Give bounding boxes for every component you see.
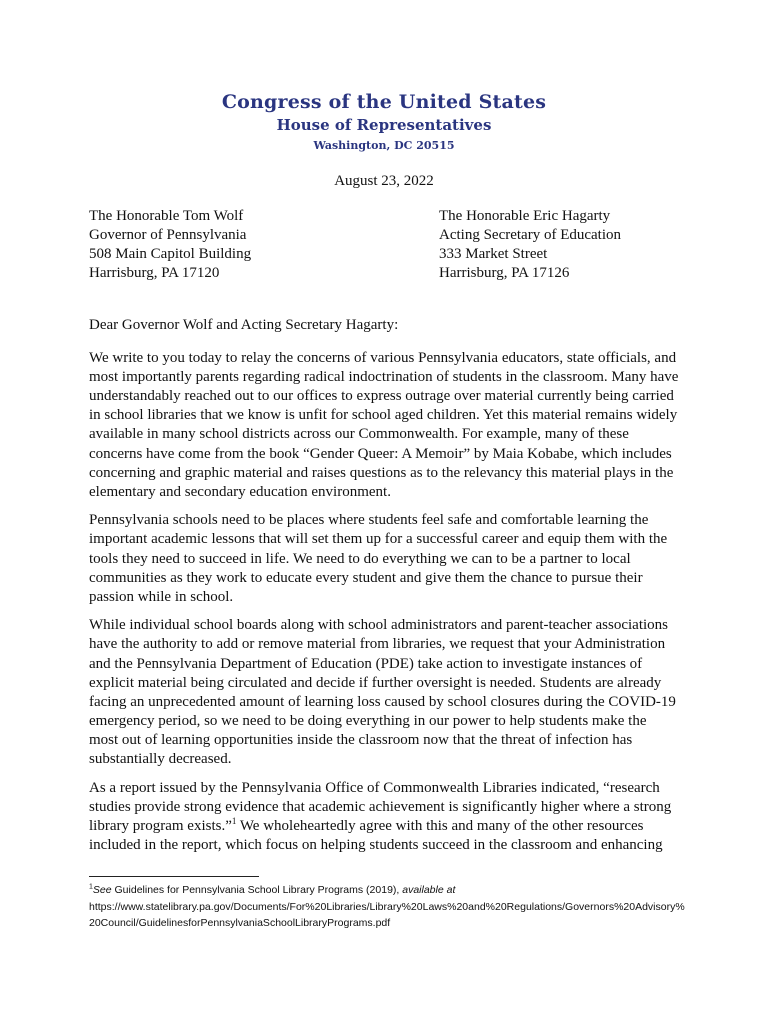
recipient-title: Acting Secretary of Education (439, 227, 622, 243)
recipient-address-left (89, 207, 251, 283)
letterhead-address: Washington, DC 20515 (313, 139, 455, 152)
recipient-street: 333 Market Street (439, 246, 548, 262)
recipient-name: The Honorable Eric Hagarty (439, 208, 611, 224)
recipient-city: Harrisburg, PA 17120 (89, 265, 220, 281)
footnote-separator (89, 876, 259, 877)
footnote-title: Guidelines for Pennsylvania School Library Programs (2019), (111, 884, 403, 896)
letterhead-congress: Congress of the United States (221, 91, 547, 113)
footnote-url[interactable]: https://www.statelibrary.pa.gov/Documents/For%20Libraries/Library%20Laws%20and%20Regulations/Governors%20Advisory%20Council/GuidelinesforPennsylvaniaSchoolLibraryPrograms.pdf (89, 900, 685, 929)
paragraph-4-text: As a report issued by the Pennsylvania Office of Commonwealth Libraries indicated, “research studies provide strong evidence that academic achievement is significantly higher where a strong library program exists.” (89, 779, 672, 834)
footnote-citation (89, 882, 689, 899)
recipient-address-right (439, 207, 621, 283)
paragraph-3: While individual school boards along with school administrators and parent-teacher associations have the authority to add or remove material from libraries, we request that your Administration and the Pennsylvania Department of Education (PDE) take action to investigate instances of explicit material being circulated and decide if further oversight is needed. Students are already facing an unprecedented amount of learning loss caused by school closures during the COVID-19 emergency period, so we need to be doing everything in our power to help students make the most out of learning opportunities inside the classroom now that the threat of infection has substantially decreased. (89, 617, 676, 767)
footnote-number: 1 (89, 883, 93, 891)
salutation: Dear Governor Wolf and Acting Secretary Hagarty: (89, 317, 399, 333)
footnote-reference[interactable]: 1 (231, 815, 237, 826)
letter-date: August 23, 2022 (334, 173, 434, 189)
paragraph-2: Pennsylvania schools need to be places where students feel safe and comfortable learning the important academic lessons that will set them up for a successful career and equip them with the tools they need to succeed in life. We need to do everything we can to be a partner to local communities as they work to educate every student and give them the chance to pursue their passion while in school. (89, 512, 668, 605)
recipient-street: 508 Main Capitol Building (89, 246, 252, 262)
footnote (89, 882, 689, 932)
paragraph-1: We write to you today to relay the concerns of various Pennsylvania educators, state officials, and most importantly parents regarding radical indoctrination of students in the classroom. Many have understandably reached out to our offices to express outrage over material currently being carried in school libraries that we know is unfit for school aged children. Yet this material remains widely available in many school districts across our Commonwealth. For example, many of these concerns have come from the book “Gender Queer: A Memoir” by Maia Kobabe, which includes concerning and graphic material and raises questions as to the relevancy this material plays in the elementary and secondary education environment. (89, 350, 679, 500)
paragraph-4 (89, 779, 679, 855)
letter-body (89, 316, 679, 864)
recipient-title: Governor of Pennsylvania (89, 227, 247, 243)
footnote-available: available at (402, 884, 456, 896)
paragraph-4-continued: We wholeheartedly agree with this and many of the other resources included in the report, which focus on helping students succeed in the classroom and enhancing (89, 817, 663, 853)
recipient-name: The Honorable Tom Wolf (89, 208, 244, 224)
recipient-city: Harrisburg, PA 17126 (439, 265, 570, 281)
footnote-see: See (92, 884, 112, 896)
letterhead-house: House of Representatives (276, 116, 492, 134)
letterhead (0, 90, 768, 156)
